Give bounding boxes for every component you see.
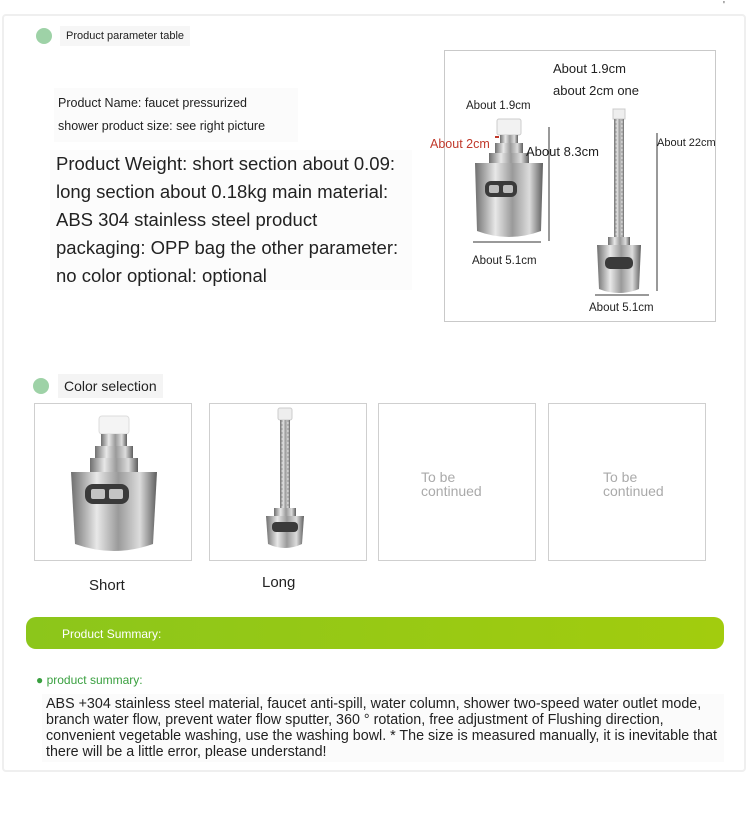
- color-option-long[interactable]: [209, 403, 367, 561]
- color-option-placeholder-1[interactable]: [378, 403, 536, 561]
- green-dot-icon: [33, 378, 49, 394]
- product-size-line: shower product size: see right picture: [58, 119, 266, 133]
- top-mark: ': [723, 0, 725, 11]
- long-top-label-2: about 2cm one: [553, 83, 640, 98]
- long-top-label-1: About 1.9cm: [553, 61, 626, 76]
- dimension-diagram: [430, 50, 716, 322]
- summary-subtitle: ● product summary:: [36, 673, 143, 687]
- product-details: Product Weight: short section about 0.09: long section about 0.18kg main material: ABS 304 stainless steel product packaging: OPP bag the other parameter: no color optional: optional: [50, 150, 412, 290]
- short-height-label: About 8.3cm: [526, 144, 599, 159]
- color-option-short[interactable]: [34, 403, 192, 561]
- product-name-line: Product Name: faucet pressurized: [58, 96, 247, 110]
- short-faucet-thumbnail: [35, 404, 191, 560]
- short-top-diameter-label: About 1.9cm: [466, 100, 531, 112]
- summary-bar-title: Product Summary:: [62, 627, 162, 641]
- param-section-header: [36, 26, 190, 46]
- color-section-header: [33, 374, 163, 398]
- short-neck-label: About 2cm: [430, 137, 490, 151]
- short-width-label: About 5.1cm: [472, 255, 537, 267]
- short-option-label: Short: [89, 577, 125, 594]
- color-section-title: Color selection: [58, 374, 163, 398]
- long-faucet-thumbnail: [210, 404, 366, 560]
- color-option-placeholder-2[interactable]: [548, 403, 706, 561]
- to-be-continued-label: To be continued: [421, 469, 482, 499]
- long-height-label: About 22cm: [657, 137, 716, 149]
- summary-text: ABS +304 stainless steel material, faucet anti-spill, water column, shower two-speed water outlet mode, branch water flow, prevent water flow sputter, 360 ° rotation, free adjustment of Flushing direction, convenient vegetable washing, use the washing bowl. * The size is measured manually, it is inevitable that there will be a little error, please understand!: [42, 694, 724, 762]
- product-basic-info: [54, 88, 298, 142]
- long-width-label: About 5.1cm: [589, 302, 654, 314]
- long-option-label: Long: [262, 574, 296, 591]
- long-faucet-image: [597, 109, 641, 293]
- product-summary-bar: [26, 617, 724, 649]
- param-section-title: Product parameter table: [60, 26, 190, 46]
- to-be-continued-label: To be continued: [603, 469, 664, 499]
- green-dot-icon: [36, 28, 52, 44]
